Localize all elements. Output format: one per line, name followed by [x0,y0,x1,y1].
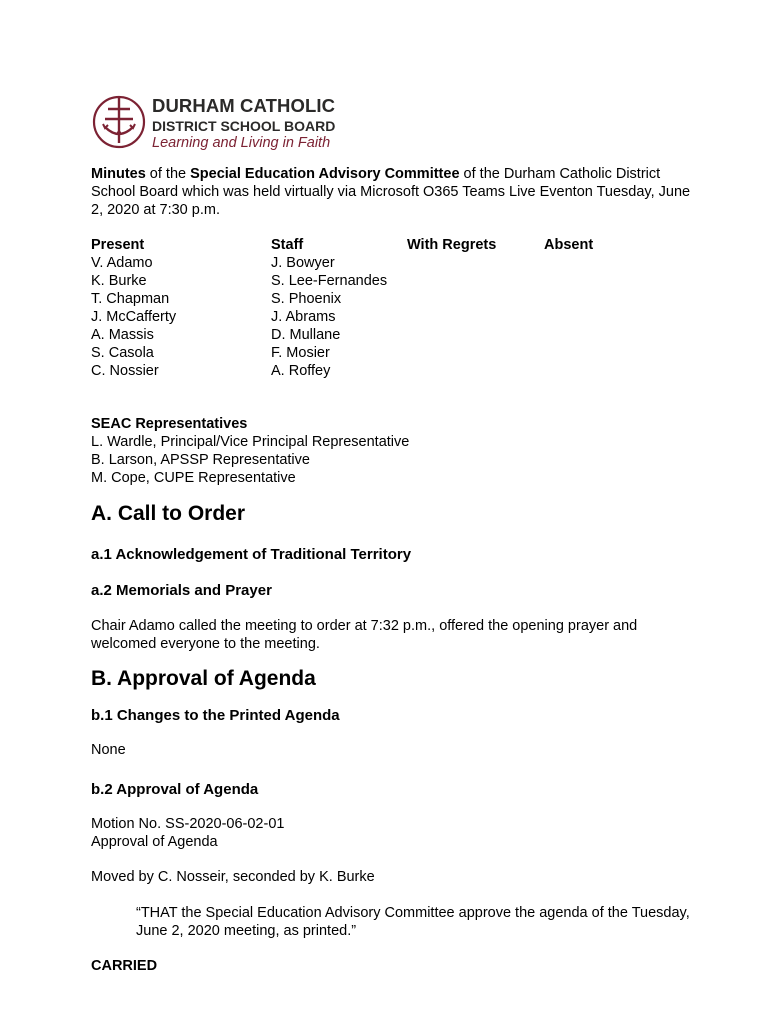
intro-minutes: Minutes [91,166,146,182]
present-column [91,236,176,380]
motion-result: CARRIED [91,958,158,974]
intro-paragraph [91,165,691,219]
b2-heading: b.2 Approval of Agenda [91,781,259,798]
motion-number: Motion No. SS-2020-06-02-01 [91,816,285,832]
seac-header: SEAC Representatives [91,416,248,432]
regrets-header: With Regrets [407,237,497,253]
staff-column [271,236,387,380]
staff-header: Staff [271,237,304,253]
a1-heading: a.1 Acknowledgement of Traditional Territory [91,546,412,563]
present-name: A. Massis [91,327,154,343]
present-name: J. McCafferty [91,309,177,325]
seac-item: B. Larson, APSSP Representative [91,452,310,468]
moved-by: Moved by C. Nosseir, seconded by K. Burke [91,869,375,885]
staff-name: S. Phoenix [271,291,342,307]
staff-name: F. Mosier [271,345,330,361]
a2-paragraph: Chair Adamo called the meeting to order at 7:32 p.m., offered the opening prayer and welcomed everyone to the meeting. [91,618,638,652]
present-name: K. Burke [91,273,147,289]
b1-heading: b.1 Changes to the Printed Agenda [91,707,340,724]
absent-column [544,236,593,254]
cross-anchor-logo-icon [91,93,147,149]
logo-tagline: Learning and Living in Faith [152,135,331,151]
motion-title: Approval of Agenda [91,834,218,850]
present-name: S. Casola [91,345,154,361]
seac-item: M. Cope, CUPE Representative [91,470,296,486]
present-name: V. Adamo [91,255,153,271]
logo-subtitle: DISTRICT SCHOOL BOARD [152,118,336,134]
seac-item: L. Wardle, Principal/Vice Principal Representative [91,434,410,450]
intro-committee: Special Education Advisory Committee [190,166,460,182]
motion-text: “THAT the Special Education Advisory Committee approve the agenda of the Tuesday, June 2, 2020 meeting, as printed.” [136,905,690,939]
a2-heading: a.2 Memorials and Prayer [91,582,272,599]
absent-header: Absent [544,237,594,253]
seac-representatives [91,415,409,487]
present-header: Present [91,237,145,253]
present-name: T. Chapman [91,291,170,307]
logo-title: DURHAM CATHOLIC [152,95,336,116]
b1-text: None [91,742,126,758]
intro-rest: of the Durham Catholic District School Board which was held virtually via Microsoft O365 Teams Live Eventon Tuesday, June 2, 2020 at 7:30 p.m. [91,166,691,218]
regrets-column [407,236,496,254]
intro-of-the: of the [145,166,191,182]
section-a-heading: A. Call to Order [91,502,246,525]
staff-name: A. Roffey [271,363,331,379]
staff-name: S. Lee-Fernandes [271,273,388,289]
present-name: C. Nossier [91,363,159,379]
staff-name: J. Abrams [271,309,336,325]
staff-name: D. Mullane [271,327,341,343]
staff-name: J. Bowyer [271,255,335,271]
section-b-heading: B. Approval of Agenda [91,667,316,690]
board-logo [91,93,361,155]
